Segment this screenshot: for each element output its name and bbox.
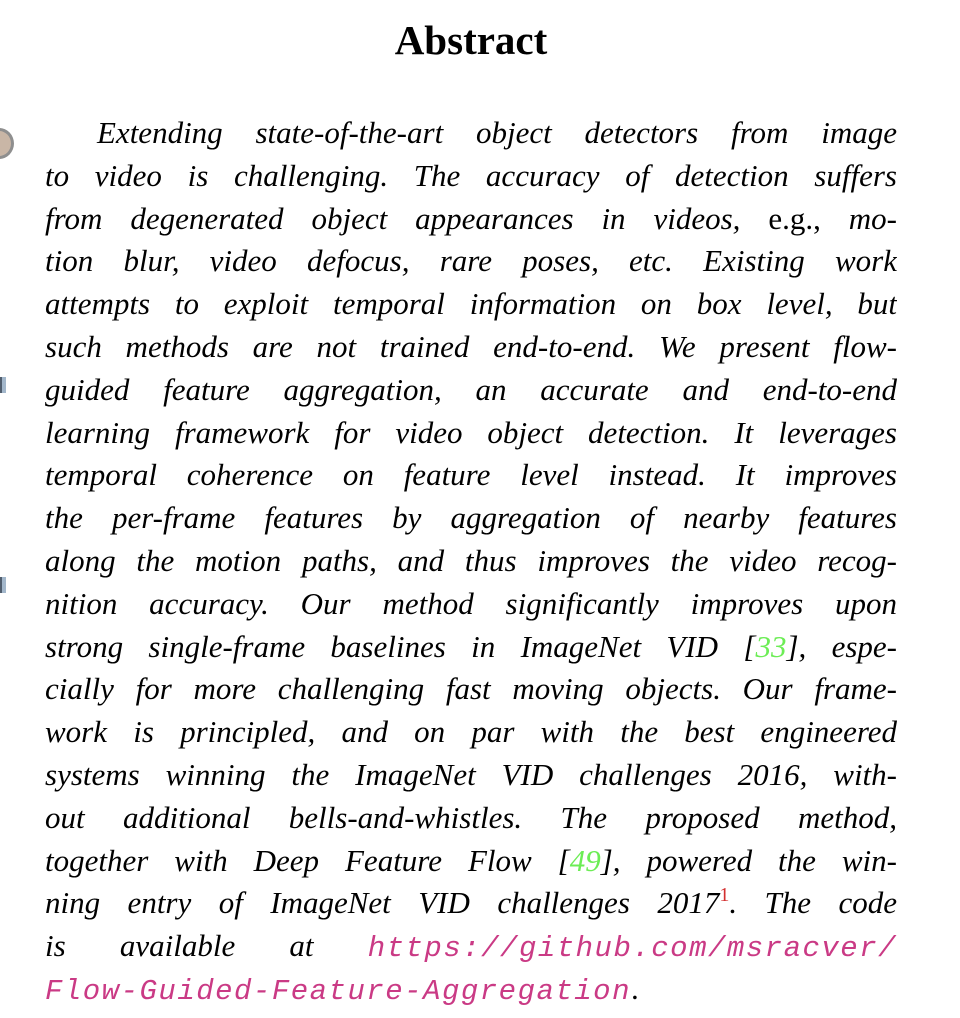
abstract-text: ], powered the win- (600, 842, 897, 878)
abstract-text: together with Deep Feature Flow [ (45, 842, 570, 878)
abstract-line-5 (45, 283, 897, 326)
abstract-text: . The code (729, 885, 897, 921)
abstract-text: nition accuracy. Our method significantly improves upon (45, 585, 897, 621)
abstract-text: tion blur, video defocus, rare poses, etc. Existing work (45, 243, 897, 279)
abstract-line-11 (45, 540, 897, 583)
code-url-link[interactable]: Flow-Guided-Feature-Aggregation (45, 974, 631, 1008)
abstract-text: is available at (45, 928, 368, 964)
abstract-line-21 (45, 968, 897, 1011)
abstract-text: strong single-frame baselines in ImageNet VID [ (45, 628, 756, 664)
abstract-line-16 (45, 754, 897, 797)
abstract-paragraph (45, 112, 897, 1011)
abstract-text: along the motion paths, and thus improves the video recog- (45, 542, 897, 578)
abstract-line-2 (45, 155, 897, 198)
abstract-text: e.g., (768, 200, 821, 236)
abstract-line-3 (45, 198, 897, 241)
abstract-text: . (631, 970, 639, 1006)
clipped-bar-fragment-icon (0, 577, 6, 593)
abstract-line-1 (45, 112, 897, 155)
abstract-line-12 (45, 583, 897, 626)
abstract-text: temporal coherence on feature level instead. It improves (45, 457, 897, 493)
abstract-line-10 (45, 497, 897, 540)
abstract-line-18 (45, 840, 897, 883)
abstract-text: from degenerated object appearances in videos, (45, 200, 769, 236)
abstract-line-15 (45, 711, 897, 754)
abstract-line-7 (45, 369, 897, 412)
abstract-text: ning entry of ImageNet VID challenges 2017 (45, 885, 720, 921)
abstract-text: systems winning the ImageNet VID challenges 2016, with- (45, 756, 897, 792)
abstract-text: guided feature aggregation, an accurate and end-to-end (45, 371, 897, 407)
abstract-text: Extending state-of-the-art object detectors from image (97, 115, 897, 150)
abstract-text: ], espe- (786, 628, 897, 664)
abstract-line-4 (45, 240, 897, 283)
citation-link[interactable]: 49 (569, 842, 601, 878)
clipped-bar-fragment-icon (0, 377, 6, 393)
abstract-line-20 (45, 925, 897, 968)
abstract-line-14 (45, 668, 897, 711)
abstract-text: such methods are not trained end-to-end. We present flow- (45, 328, 897, 364)
abstract-text: work is principled, and on par with the best engineered (45, 714, 897, 750)
clipped-circle-fragment-icon (0, 128, 14, 159)
abstract-line-17 (45, 797, 897, 840)
abstract-text: cially for more challenging fast moving objects. Our frame- (45, 671, 897, 707)
abstract-text: out additional bells-and-whistles. The proposed method, (45, 799, 897, 835)
abstract-text: mo- (820, 200, 897, 236)
abstract-line-13 (45, 626, 897, 669)
code-url-link[interactable]: https://github.com/msracver/ (367, 932, 897, 966)
abstract-text: attempts to exploit temporal information on box level, but (45, 286, 897, 322)
abstract-line-19 (45, 882, 897, 925)
citation-link[interactable]: 33 (755, 628, 787, 664)
abstract-text: to video is challenging. The accuracy of detection suffers (45, 157, 897, 193)
abstract-heading: Abstract (394, 17, 548, 63)
footnote-marker[interactable]: 1 (719, 884, 730, 907)
abstract-text: learning framework for video object detection. It leverages (45, 414, 897, 450)
abstract-line-6 (45, 326, 897, 369)
abstract-line-9 (45, 454, 897, 497)
abstract-text: the per-frame features by aggregation of nearby features (45, 500, 897, 536)
abstract-line-8 (45, 412, 897, 455)
